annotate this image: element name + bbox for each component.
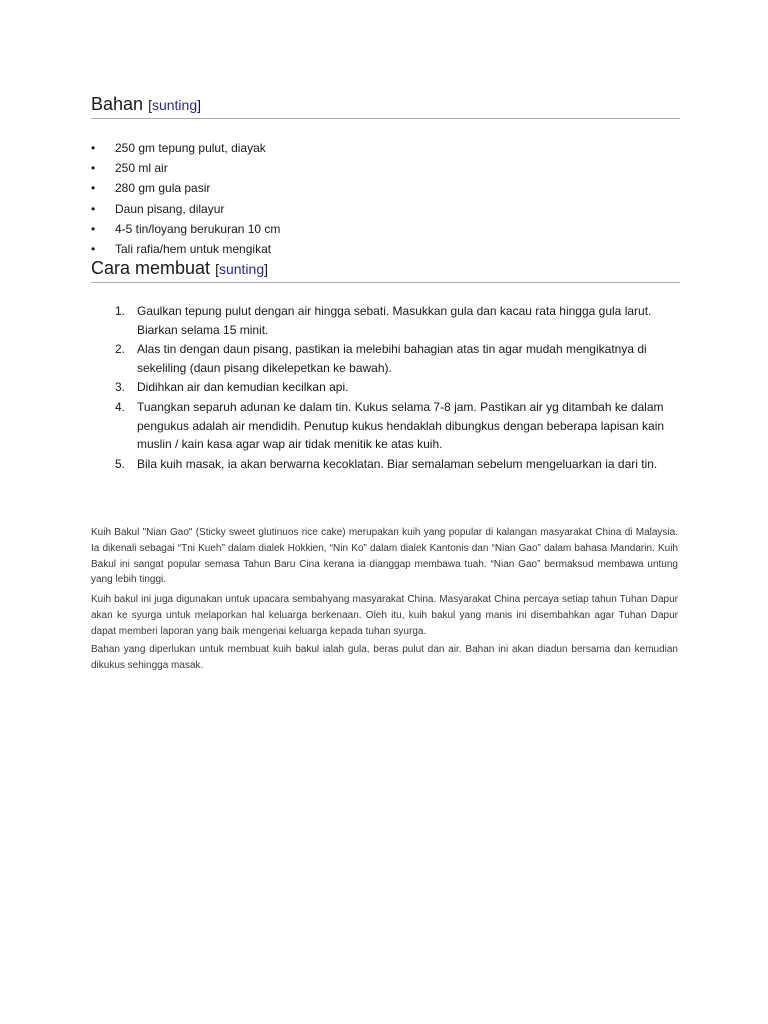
steps-list bbox=[110, 302, 690, 474]
edit-link-bahan[interactable]: sunting bbox=[151, 97, 198, 113]
step-number: 3. bbox=[115, 380, 126, 395]
edit-link-cara[interactable]: sunting bbox=[218, 261, 265, 277]
ingredient-text: 250 ml air bbox=[115, 161, 168, 176]
step-text: Bila kuih masak, ia akan berwarna kecoklatan. Biar semalaman sebelum mengeluarkan ia dari tin. bbox=[137, 456, 658, 471]
list-item bbox=[110, 398, 690, 454]
bullet-icon: • bbox=[91, 141, 96, 155]
heading-bahan bbox=[91, 93, 680, 119]
ingredient-text: Daun pisang, dilayur bbox=[115, 201, 225, 216]
step-text: Gaulkan tepung pulut dengan air hingga sebati. Masukkan gula dan kacau rata hingga gula larut. Biarkan selama 15 minit. bbox=[137, 304, 652, 337]
list-item bbox=[91, 219, 280, 239]
paragraph-ritual: Kuih bakul ini juga digunakan untuk upacara sembahyang masyarakat China. Masyarakat China percaya setiap tahun Tuhan Dapur akan ke syurga untuk melaporkan hal keluarga berkenaan. Oleh itu, kuih bakul yang manis ini disembahkan agar Tuhan Dapur dapat memberi laporan yang baik mengenai keluarga kepada tuhan syurga. bbox=[91, 594, 678, 637]
ingredient-text: 280 gm gula pasir bbox=[115, 181, 211, 196]
ingredient-text: 250 gm tepung pulut, diayak bbox=[115, 141, 266, 155]
bullet-icon: • bbox=[91, 161, 96, 176]
bracket-open: [ bbox=[215, 261, 219, 277]
list-item bbox=[91, 158, 280, 178]
paragraph-ingredients-summary: Bahan yang diperlukan untuk membuat kuih bakul ialah gula, beras pulut dan air. Bahan ini akan diadun bersama dan kemudian dikukus sehingga masak. bbox=[91, 644, 678, 671]
list-item bbox=[110, 378, 690, 397]
heading-bahan-title: Bahan bbox=[91, 94, 144, 114]
bracket-close: ] bbox=[197, 97, 202, 113]
list-item bbox=[110, 455, 690, 474]
list-item bbox=[91, 199, 280, 219]
step-number: 2. bbox=[115, 342, 126, 357]
bracket-open: [ bbox=[148, 97, 152, 113]
step-text: Tuangkan separuh adunan ke dalam tin. Kukus selama 7-8 jam. Pastikan air yg ditambah ke dalam pengukus adalah air mendidih. Penutup kukus hendaklah dibungkus dengan beberapa lapisan kain muslin / kain kasa agar wap air tidak menitik ke atas kuih. bbox=[137, 400, 665, 452]
step-number: 4. bbox=[115, 400, 126, 415]
step-number: 1. bbox=[115, 304, 126, 318]
paragraph-intro: Kuih Bakul "Nian Gao" (Sticky sweet glutinuos rice cake) merupakan kuih yang popular di kalangan masyarakat China di Malaysia. Ia dikenali sebagai “Tni Kueh” dalam dialek Hokkien, “Nin Ko” dalam dialek Kantonis dan “Nian Gao” dalam bahasa Mandarin. Kuih Bakul ini sangat popular semasa Tahun Baru Cina kerana ia dianggap membawa tuah. “Nian Gao” bermaksud membawa untung yang lebih tinggi. bbox=[91, 527, 678, 586]
list-item bbox=[91, 178, 280, 198]
step-text: Alas tin dengan daun pisang, pastikan ia melebihi bahagian atas tin agar mudah mengikatnya di sekeliling (daun pisang dikelepetkan ke bawah). bbox=[137, 342, 647, 375]
ingredients-list bbox=[91, 138, 280, 259]
step-text: Didihkan air dan kemudian kecilkan api. bbox=[137, 380, 349, 395]
bullet-icon: • bbox=[91, 181, 96, 196]
bullet-icon: • bbox=[91, 221, 96, 236]
heading-cara-membuat bbox=[91, 257, 680, 283]
list-item bbox=[110, 302, 690, 339]
bullet-icon: • bbox=[91, 201, 96, 216]
bracket-close: ] bbox=[264, 261, 269, 277]
step-number: 5. bbox=[115, 456, 126, 471]
list-item bbox=[91, 138, 280, 158]
bullet-icon: • bbox=[91, 241, 96, 256]
list-item bbox=[110, 340, 690, 377]
ingredient-text: Tali rafia/hem untuk mengikat bbox=[115, 241, 272, 256]
ingredient-text: 4-5 tin/loyang berukuran 10 cm bbox=[115, 221, 281, 236]
heading-cara-title: Cara membuat bbox=[91, 258, 211, 278]
